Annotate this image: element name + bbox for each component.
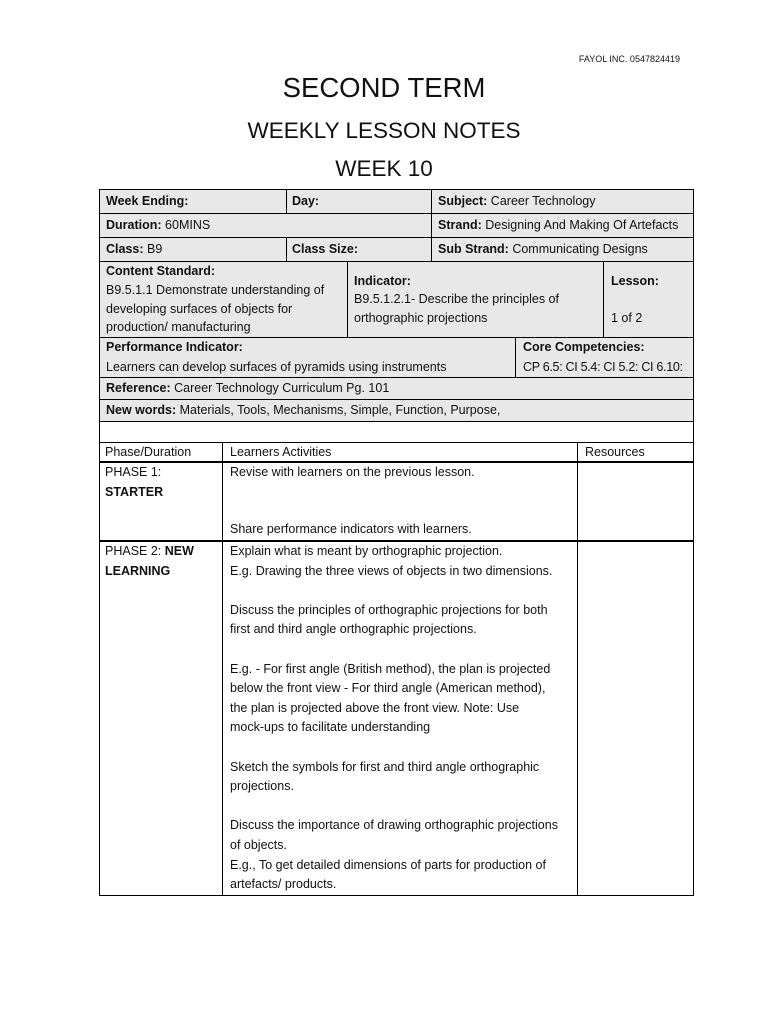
strand-value: Designing And Making Of Artefacts: [485, 218, 679, 232]
activity-line: below the front view - For third angle (American method),: [230, 681, 546, 696]
activity-line: Discuss the importance of drawing orthographic projections: [230, 818, 558, 833]
subject-value: Career Technology: [490, 194, 596, 208]
spacer-row: [99, 421, 694, 443]
indicator-cell: [347, 261, 604, 338]
phase-name: NEW LEARNING: [105, 544, 194, 578]
column-header-activities: Learners Activities: [222, 442, 578, 463]
reference-cell: [99, 377, 694, 400]
activity-paragraph: [230, 520, 577, 540]
week-heading: WEEK 10: [335, 156, 433, 181]
sub-strand-value: Communicating Designs: [512, 242, 648, 256]
core-competencies-label: Core Competencies:: [523, 340, 645, 354]
content-standard-cell: [99, 261, 348, 338]
indicator-line: orthographic projections: [354, 310, 488, 325]
indicator-line: B9.5.1.2.1- Describe the principles of: [354, 292, 559, 307]
core-competencies-value: CP 6.5: CI 5.4: CI 5.2: CI 6.10:: [523, 359, 683, 374]
column-header-phase: Phase/Duration: [99, 442, 223, 463]
activity-line: first and third angle orthographic projections.: [230, 622, 477, 637]
activity-line: mock-ups to facilitate understanding: [230, 720, 431, 735]
reference-value: Career Technology Curriculum Pg. 101: [174, 381, 390, 395]
performance-indicator-value: Learners can develop surfaces of pyramids using instruments: [106, 359, 447, 374]
activities-cell: [222, 462, 578, 542]
column-header-resources: Resources: [577, 442, 694, 463]
new-words-value: Materials, Tools, Mechanisms, Simple, Function, Purpose,: [179, 403, 501, 417]
performance-indicator-label: Performance Indicator:: [106, 340, 243, 354]
phase-number: PHASE 1:: [105, 465, 162, 479]
document-title: WEEKLY LESSON NOTES: [247, 118, 521, 143]
activity-line: of objects.: [230, 837, 287, 852]
lesson-label: Lesson:: [611, 273, 659, 288]
day-label: Day:: [292, 194, 320, 208]
activity-line: artefacts/ products.: [230, 877, 337, 892]
activity-line: E.g. - For first angle (British method), the plan is projected: [230, 661, 551, 676]
activity-line: Discuss the principles of orthographic projections for both: [230, 602, 548, 617]
resources-cell: [577, 541, 694, 896]
content-standard-label: Content Standard:: [106, 264, 216, 278]
day-cell: [286, 189, 432, 214]
subject-cell: [431, 189, 694, 214]
reference-label: Reference:: [106, 381, 171, 395]
activity-line: E.g., To get detailed dimensions of parts for production of: [230, 857, 546, 872]
phase-cell: [99, 462, 223, 542]
content-standard-line: B9.5.1.1 Demonstrate understanding of: [106, 282, 325, 297]
phase-name: STARTER: [105, 484, 164, 499]
activity-line: E.g. Drawing the three views of objects in two dimensions.: [230, 563, 553, 578]
activity-line: the plan is projected above the front view. Note: Use: [230, 700, 520, 715]
activity-paragraph: [230, 660, 577, 738]
class-size-cell: [286, 237, 432, 262]
week-ending-label: Week Ending:: [106, 194, 189, 208]
indicator-label: Indicator:: [354, 273, 411, 288]
activity-paragraph: [230, 463, 577, 483]
company-contact: FAYOL INC. 0547824419: [578, 54, 680, 64]
content-standard-line: production/ manufacturing: [106, 320, 251, 335]
activity-paragraph: [230, 601, 577, 640]
duration-cell: [99, 213, 432, 238]
sub-strand-cell: [431, 237, 694, 262]
activity-paragraph: [230, 542, 577, 581]
activity-line: Revise with learners on the previous lesson.: [230, 465, 475, 479]
strand-label: Strand:: [438, 218, 482, 232]
lesson-cell: [603, 261, 694, 338]
new-words-label: New words:: [106, 403, 177, 417]
class-label: Class:: [106, 242, 144, 256]
term-heading: SECOND TERM: [282, 72, 486, 103]
activity-line: projections.: [230, 779, 294, 794]
strand-cell: [431, 213, 694, 238]
duration-value: 60MINS: [165, 218, 211, 232]
resources-cell: [577, 462, 694, 542]
phase-number: PHASE 2:: [105, 544, 162, 558]
activity-paragraph: [230, 758, 577, 797]
phase-cell: [99, 541, 223, 896]
week-ending-cell: [99, 189, 287, 214]
content-standard-line: developing surfaces of objects for: [106, 301, 293, 316]
activities-cell: [222, 541, 578, 896]
activity-line: Share performance indicators with learners.: [230, 522, 472, 537]
sub-strand-label: Sub Strand:: [438, 242, 509, 256]
subject-label: Subject:: [438, 194, 488, 208]
core-competencies-cell: [515, 337, 694, 378]
performance-indicator-cell: [99, 337, 516, 378]
activity-line: Explain what is meant by orthographic projection.: [230, 544, 503, 558]
duration-label: Duration:: [106, 218, 162, 232]
class-value: B9: [147, 242, 163, 256]
class-size-label: Class Size:: [292, 242, 359, 256]
lesson-value: 1 of 2: [611, 310, 643, 325]
activity-line: Sketch the symbols for first and third angle orthographic: [230, 759, 540, 774]
new-words-cell: [99, 399, 694, 422]
activity-paragraph: [230, 816, 577, 894]
class-cell: [99, 237, 287, 262]
